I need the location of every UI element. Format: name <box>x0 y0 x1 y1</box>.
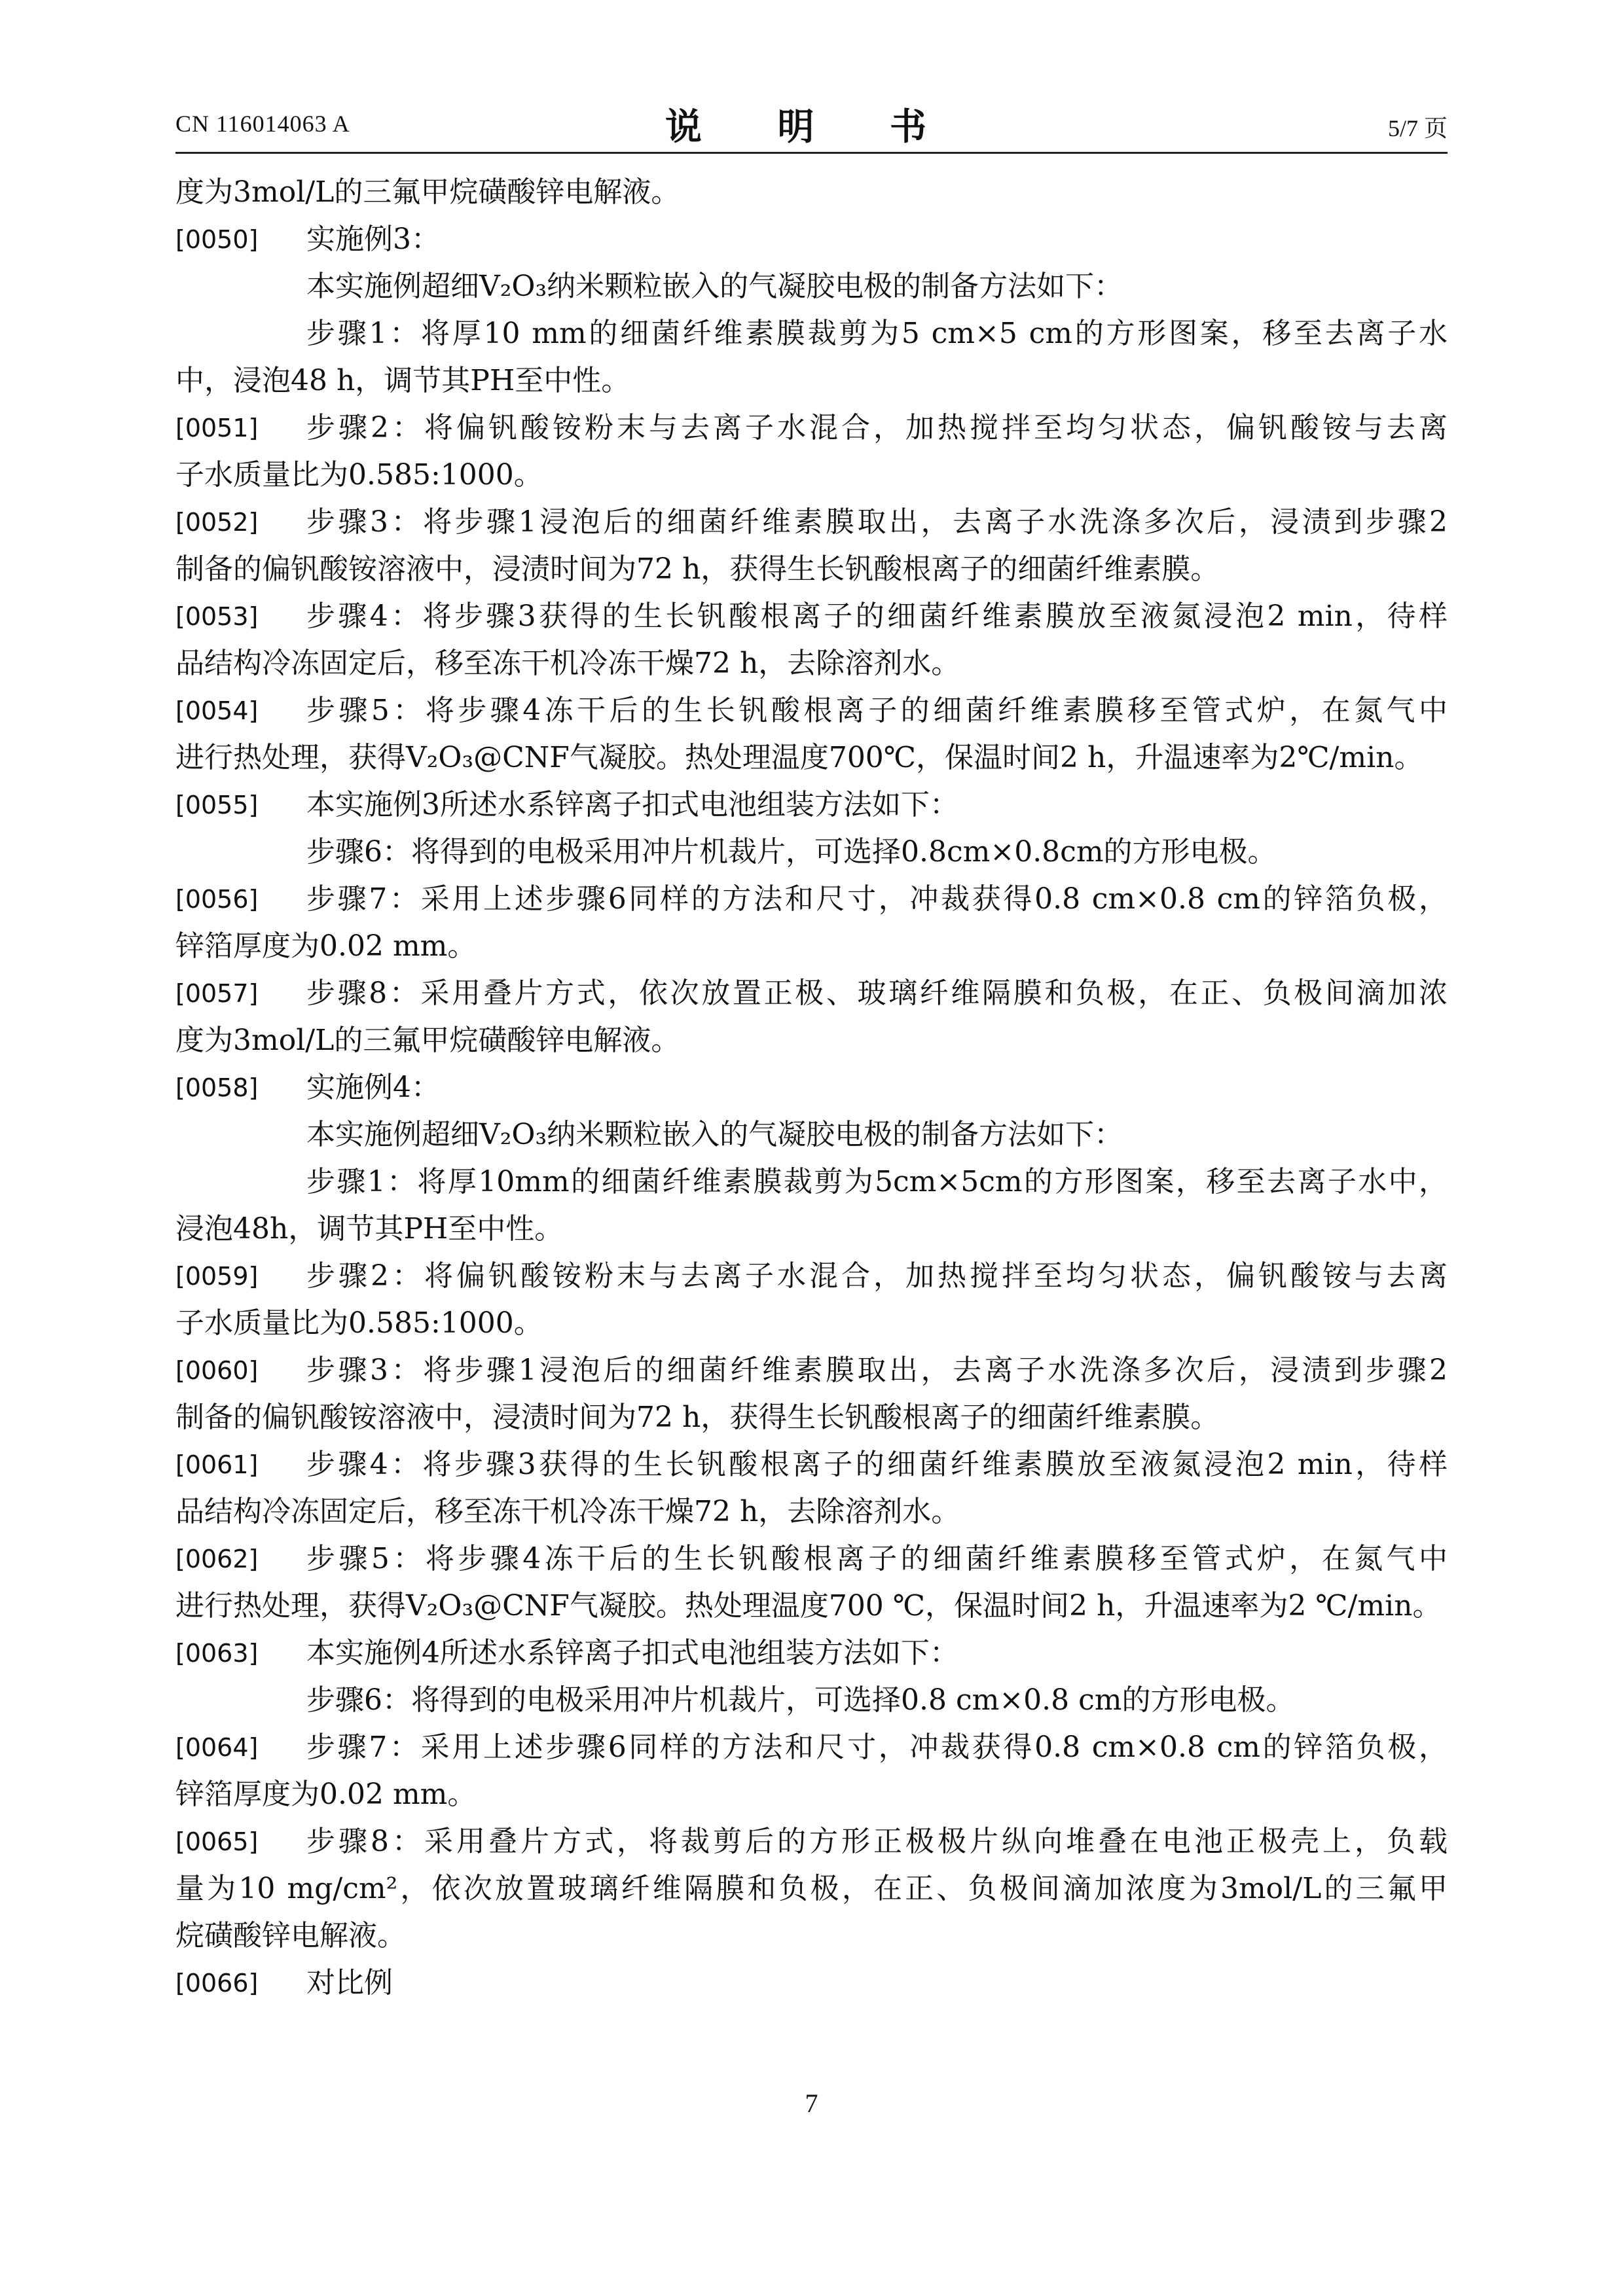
paragraph-number: [0059] <box>175 1262 259 1291</box>
paragraph-text: 本实施例超细V₂O₃纳米颗粒嵌入的气凝胶电极的制备方法如下： <box>306 270 1123 303</box>
paragraph-text: 步骤5：将步骤4冻干后的生长钒酸根离子的细菌纤维素膜移至管式炉，在氮气中 <box>306 1542 1448 1575</box>
paragraph-text: 度为3mol/L的三氟甲烷磺酸锌电解液。 <box>175 175 680 209</box>
paragraph-text: 步骤2：将偏钒酸铵粉末与去离子水混合，加热搅拌至均匀状态，偏钒酸铵与去离 <box>306 411 1448 444</box>
text-line <box>175 1253 1448 1300</box>
text-line <box>175 1347 1448 1394</box>
header-rule <box>175 152 1448 154</box>
paragraph-text: 步骤3：将步骤1浸泡后的细菌纤维素膜取出，去离子水洗涤多次后，浸渍到步骤2 <box>306 505 1448 539</box>
paragraph-number: [0062] <box>175 1545 259 1573</box>
paragraph-text: 步骤7：采用上述步骤6同样的方法和尺寸，冲裁获得0.8 cm×0.8 cm的锌箔负极， <box>306 1731 1448 1764</box>
paragraph-text: 步骤4：将步骤3获得的生长钒酸根离子的细菌纤维素膜放至液氮浸泡2 min，待样 <box>306 600 1448 633</box>
paragraph-text: 对比例 <box>306 1966 393 2000</box>
paragraph-text: 步骤3：将步骤1浸泡后的细菌纤维素膜取出，去离子水洗涤多次后，浸渍到步骤2 <box>306 1354 1448 1387</box>
paragraph-number: [0057] <box>175 979 259 1008</box>
paragraph-number: [0056] <box>175 885 259 914</box>
text-line <box>175 1111 1448 1158</box>
paragraph-number: [0060] <box>175 1356 259 1385</box>
text-line <box>175 357 1448 404</box>
paragraph-number: [0050] <box>175 225 259 254</box>
text-line <box>175 1206 1448 1253</box>
text-line <box>175 1488 1448 1535</box>
text-line <box>175 1771 1448 1818</box>
paragraph-text: 步骤6：将得到的电极采用冲片机裁片，可选择0.8cm×0.8cm的方形电极。 <box>306 835 1277 869</box>
paragraph-text: 量为10 mg/cm²，依次放置玻璃纤维隔膜和负极，在正、负极间滴加浓度为3mol/L的三氟甲 <box>175 1872 1448 1905</box>
text-line <box>175 169 1448 216</box>
text-line <box>175 1818 1448 1865</box>
text-line <box>175 452 1448 499</box>
paragraph-text: 实施例4： <box>306 1071 440 1104</box>
text-line <box>175 640 1448 687</box>
text-line <box>175 1441 1448 1488</box>
paragraph-text: 进行热处理，获得V₂O₃@CNF气凝胶。热处理温度700℃，保温时间2 h，升温速率为2℃/min。 <box>175 741 1423 774</box>
text-line <box>175 310 1448 357</box>
text-line <box>175 1960 1448 2007</box>
text-line <box>175 546 1448 593</box>
text-line <box>175 1394 1448 1441</box>
paragraph-number: [0061] <box>175 1450 259 1479</box>
paragraph-text: 烷磺酸锌电解液。 <box>175 1919 406 1952</box>
paragraph-text: 进行热处理，获得V₂O₃@CNF气凝胶。热处理温度700 ℃，保温时间2 h，升温速率为2 ℃/min。 <box>175 1589 1442 1623</box>
text-line <box>175 1677 1448 1724</box>
document-title: 说 明 书 <box>665 105 958 149</box>
paragraph-text: 本实施例超细V₂O₃纳米颗粒嵌入的气凝胶电极的制备方法如下： <box>306 1118 1123 1151</box>
paragraph-text: 本实施例4所述水系锌离子扣式电池组装方法如下： <box>306 1636 958 1670</box>
paragraph-number: [0063] <box>175 1639 259 1668</box>
paragraph-text: 步骤1：将厚10 mm的细菌纤维素膜裁剪为5 cm×5 cm的方形图案，移至去离子水 <box>306 317 1448 350</box>
page-number: 7 <box>805 2089 818 2118</box>
paragraph-text: 制备的偏钒酸铵溶液中，浸渍时间为72 h，获得生长钒酸根离子的细菌纤维素膜。 <box>175 1401 1220 1434</box>
text-line <box>175 1017 1448 1064</box>
paragraph-text: 制备的偏钒酸铵溶液中，浸渍时间为72 h，获得生长钒酸根离子的细菌纤维素膜。 <box>175 552 1220 586</box>
page-indicator: 5/7 页 <box>1387 115 1448 141</box>
text-line <box>175 1300 1448 1347</box>
paragraph-number: [0064] <box>175 1733 259 1762</box>
paragraph-number: [0051] <box>175 414 259 442</box>
paragraph-number: [0066] <box>175 1969 259 1998</box>
paragraph-text: 锌箔厚度为0.02 mm。 <box>175 929 477 963</box>
paragraph-text: 实施例3： <box>306 223 440 256</box>
paragraph-text: 步骤5：将步骤4冻干后的生长钒酸根离子的细菌纤维素膜移至管式炉，在氮气中 <box>306 694 1448 727</box>
text-line <box>175 499 1448 546</box>
paragraph-text: 步骤2：将偏钒酸铵粉末与去离子水混合，加热搅拌至均匀状态，偏钒酸铵与去离 <box>306 1259 1448 1293</box>
text-line <box>175 829 1448 876</box>
page-header <box>175 98 1448 151</box>
paragraph-text: 步骤8：采用叠片方式，将裁剪后的方形正极极片纵向堆叠在电池正极壳上，负载 <box>306 1825 1448 1858</box>
paragraph-number: [0054] <box>175 696 259 725</box>
text-line <box>175 1158 1448 1206</box>
text-line <box>175 1064 1448 1111</box>
text-line <box>175 1535 1448 1583</box>
text-line <box>175 876 1448 923</box>
paragraph-text: 本实施例3所述水系锌离子扣式电池组装方法如下： <box>306 788 958 821</box>
text-line <box>175 1865 1448 1912</box>
text-line <box>175 404 1448 452</box>
document-body <box>175 169 1448 2007</box>
publication-number: CN 116014063 A <box>175 111 350 137</box>
text-line <box>175 923 1448 970</box>
text-line <box>175 1724 1448 1771</box>
paragraph-text: 品结构冷冻固定后，移至冻干机冷冻干燥72 h，去除溶剂水。 <box>175 1495 960 1528</box>
text-line <box>175 687 1448 734</box>
paragraph-number: [0052] <box>175 508 259 537</box>
paragraph-text: 品结构冷冻固定后，移至冻干机冷冻干燥72 h，去除溶剂水。 <box>175 647 960 680</box>
text-line <box>175 1630 1448 1677</box>
paragraph-text: 度为3mol/L的三氟甲烷磺酸锌电解液。 <box>175 1024 680 1057</box>
text-line <box>175 593 1448 640</box>
text-line <box>175 781 1448 829</box>
paragraph-number: [0055] <box>175 791 259 819</box>
text-line <box>175 1912 1448 1960</box>
paragraph-text: 步骤7：采用上述步骤6同样的方法和尺寸，冲裁获得0.8 cm×0.8 cm的锌箔负极， <box>306 882 1448 916</box>
paragraph-text: 步骤1：将厚10mm的细菌纤维素膜裁剪为5cm×5cm的方形图案，移至去离子水中， <box>306 1165 1448 1198</box>
paragraph-number: [0053] <box>175 602 259 631</box>
paragraph-text: 子水质量比为0.585:1000。 <box>175 458 543 492</box>
text-line <box>175 216 1448 263</box>
paragraph-number: [0058] <box>175 1073 259 1102</box>
paragraph-text: 步骤4：将步骤3获得的生长钒酸根离子的细菌纤维素膜放至液氮浸泡2 min，待样 <box>306 1448 1448 1481</box>
paragraph-text: 锌箔厚度为0.02 mm。 <box>175 1778 477 1811</box>
paragraph-text: 中，浸泡48 h，调节其PH至中性。 <box>175 364 630 397</box>
paragraph-text: 浸泡48h，调节其PH至中性。 <box>175 1212 564 1246</box>
paragraph-text: 步骤6：将得到的电极采用冲片机裁片，可选择0.8 cm×0.8 cm的方形电极。 <box>306 1683 1295 1717</box>
text-line <box>175 1583 1448 1630</box>
paragraph-text: 子水质量比为0.585:1000。 <box>175 1306 543 1340</box>
text-line <box>175 263 1448 310</box>
paragraph-text: 步骤8：采用叠片方式，依次放置正极、玻璃纤维隔膜和负极，在正、负极间滴加浓 <box>306 977 1448 1010</box>
text-line <box>175 734 1448 781</box>
text-line <box>175 970 1448 1017</box>
paragraph-number: [0065] <box>175 1827 259 1856</box>
